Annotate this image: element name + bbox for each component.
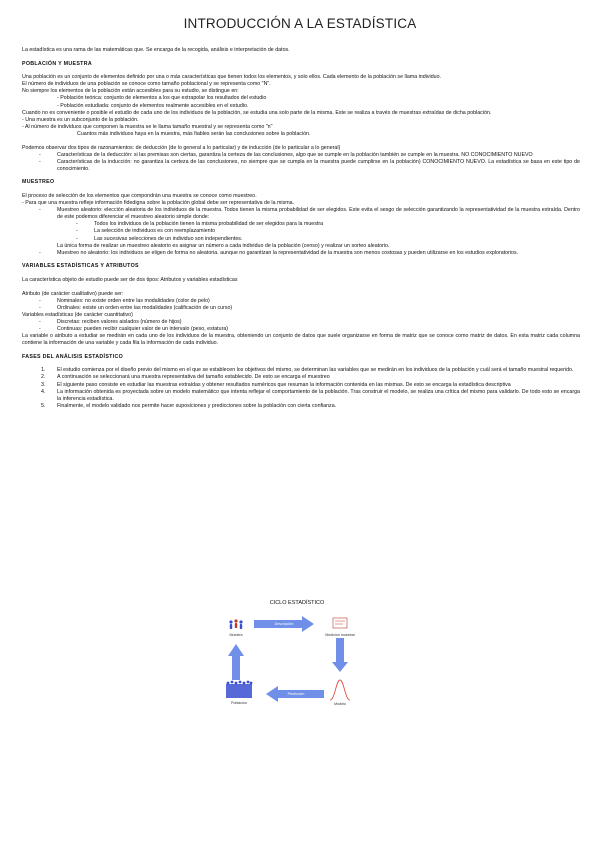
list-item: - Muestreo no aleatorio: los individuos se eligen de forma no aleatoria. aunque no garantizan la representatividad de la muestra son menos costosas y pueden utilizarse en los estudios exploratorios. <box>57 250 580 257</box>
paragraph: El número de individuos de una población se conoce como tamaño poblacional y se representa como "N". <box>22 81 271 88</box>
paragraph: - Una muestra es un subconjunto de la población. <box>22 116 139 123</box>
list-item: - Todos los individuos de la población tienen la misma probabilidad de ser elegidos para la muestra <box>94 221 580 228</box>
list-item: - Nominales: no existe orden entre las modalidades (color de pelo) <box>57 298 580 305</box>
bullet-list <box>22 152 580 173</box>
bullet-list <box>22 298 580 312</box>
population-crowd-icon <box>226 681 252 698</box>
label-medicion: Medición muestral <box>325 633 355 637</box>
sample-people-icon <box>229 619 242 629</box>
paragraph: Variables estadísticas (de carácter cuantitativo) <box>22 311 133 318</box>
arrow-down <box>332 638 348 672</box>
paragraph: El proceso de selección de los elementos que compondrán una muestra se conoce como muestreo. <box>22 193 257 199</box>
bullet-list <box>22 207 580 221</box>
label-modelo: Modelo <box>334 702 346 706</box>
paragraph: La única forma de realizar un muestreo aleatorio es asignar un número a cada individuo de la población (censo) y realizar un sorteo aleatorio. <box>57 242 390 249</box>
paragraph: Cuantos más individuos haya en la muestra, más fiables serán las conclusiones sobre la población. <box>77 130 311 137</box>
list-item: - Muestreo aleatorio: elección aleatoria de los individuos de la muestra. Todos tienen la misma probabilidad de ser elegidos. Este evita el sesgo de selección garantizando la representatividad de la muestra extraída. Dentro de este podemos diferenciar el muestreo aleatorio simple donde: <box>57 207 580 221</box>
label-muestra: Muestra <box>229 633 243 637</box>
list-item: - Ordinales: existe un orden entre las modalidades (calificación de un curso) <box>57 305 580 312</box>
list-item: 2. A continuación se seleccionará una muestra representativa del tamaño establecido. De esto se encarga el muestreo <box>41 374 330 381</box>
list-item: - Continuas: pueden recibir cualquier valor de un intervalo (peso, estatura) <box>57 326 580 333</box>
intro-paragraph: La estadística es una rama de las matemáticas que. Se encarga de la recogida, análisis e interpretación de datos. <box>22 47 290 53</box>
arrow-up <box>228 644 244 680</box>
paragraph: La variable o atributo a estudiar se medirán en cada uno de los individuos de la muestra, obteniendo un conjunto de datos que suele organizarse en forma de matriz que se conoce como matriz de datos. En esta matriz cada columna contiene la información de una variable y cada fila la información de cada individuo. <box>22 333 580 347</box>
bullet-list <box>22 250 580 257</box>
page-title: INTRODUCCIÓN A LA ESTADÍSTICA <box>183 16 417 31</box>
diagram-title: CICLO ESTADÍSTICO <box>269 600 325 606</box>
label-poblacion: Población <box>231 701 247 705</box>
list-item: - Características de la deducción: si las premisas son ciertas, garantiza la certeza de las conclusiones, algo que se cumple en la población también se cumple en la muestra. NO CONOCIMIENTO NUEVO <box>57 152 580 159</box>
label-arrow-top: Descripción <box>274 621 294 626</box>
numbered-list <box>22 367 580 410</box>
bullet-list <box>22 319 580 333</box>
list-item: - Discretas: reciben valores aislados (número de hijos) <box>57 319 580 326</box>
sub-bullet-list <box>22 221 580 242</box>
paragraph: - Al número de individuos que componen la muestra se le llama tamaño muestral y se representa como "n" <box>22 123 273 130</box>
paragraph: - Para que una muestra refleje información fidedigna sobre la población global debe ser representativa de la misma. <box>22 200 295 207</box>
paragraph: - Población teórica: conjunto de elementos a los que extrapolar los resultados del estudio <box>57 95 267 102</box>
section-heading-variables: VARIABLES ESTADÍSTICAS Y ATRIBUTOS <box>22 263 139 270</box>
section-heading-poblacion: POBLACIÓN Y MUESTRA <box>22 60 92 67</box>
document-body <box>22 47 580 410</box>
section-heading-fases: FASES DEL ANÁLISIS ESTADÍSTICO <box>22 353 124 360</box>
statistical-cycle-diagram <box>222 600 372 720</box>
paragraph: Atributo (de carácter cualitativo) puede ser: <box>22 290 124 297</box>
list-item: 1. El estudio comienza por el diseño previo del mismo en el que se establecen los objetivos del mismo, se determinan las variables que se medirán en los individuos de la población y cuál será el tamaño muestral requerido. <box>41 367 574 374</box>
paragraph: - Población estudiada: conjunto de elementos realmente accesibles en el estudio. <box>57 102 249 109</box>
list-item: - Características de la inducción: no garantiza la certeza de las conclusiones, no siempre que se cumpla en la muestra puede cumplirse en la población) CONOCIMIENTO NUEVO. La estadística se basa en este tipo de conocimiento. <box>57 159 580 173</box>
paragraph: La característica objeto de estudio puede ser de dos tipos: Atributos y variables estadísticas <box>22 276 238 283</box>
list-item: 3. El siguiente paso consiste en estudiar las muestras extraídas y obtener resultados numéricos que resuman la información contenida en las mismas. De esto se encarga la estadística descriptiva <box>41 381 511 388</box>
paragraph: Cuando no es conveniente o posible el estudio de cada uno de los individuos de la población, se estudia una solo parte de la misma. Este se realiza a través de muestras extraídas de dicha población. <box>22 109 492 116</box>
paragraph: Podemos observar dos tipos de razonamientos: de deducción (de lo general a lo particular) y de inducción (de lo particular a lo general) <box>22 144 341 151</box>
section-heading-muestreo: MUESTREO <box>22 179 55 186</box>
list-item: - Las sucesivas selecciones de un individuo son independientes. <box>94 236 580 243</box>
label-arrow-bottom: Predicción <box>287 691 305 696</box>
list-item: - La selección de individuos es con reemplazamiento <box>94 228 580 235</box>
paragraph: No siempre los elementos de la población están accesibles para su estudio, se distingue en: <box>22 88 239 95</box>
measurement-icon <box>333 618 347 628</box>
normal-curve-icon <box>330 680 350 700</box>
list-item: 5. Finalmente, el modelo validado nos permite hacer suposiciones y predicciones sobre la población con cierta confianza. <box>41 402 337 409</box>
list-item: 4. La información obtenida es proyectada sobre un modelo matemático que intenta reflejar el comportamiento de la población. Tras construir el modelo, se realiza una crítica del mismo para validarlo. De todo esto se encarga la inferencia estadística. <box>41 388 580 402</box>
paragraph: Una población es un conjunto de elementos definido por una o más características que tienen todos los elementos, y solo ellos. Cada elemento de la población se llama individuo. <box>22 74 442 81</box>
